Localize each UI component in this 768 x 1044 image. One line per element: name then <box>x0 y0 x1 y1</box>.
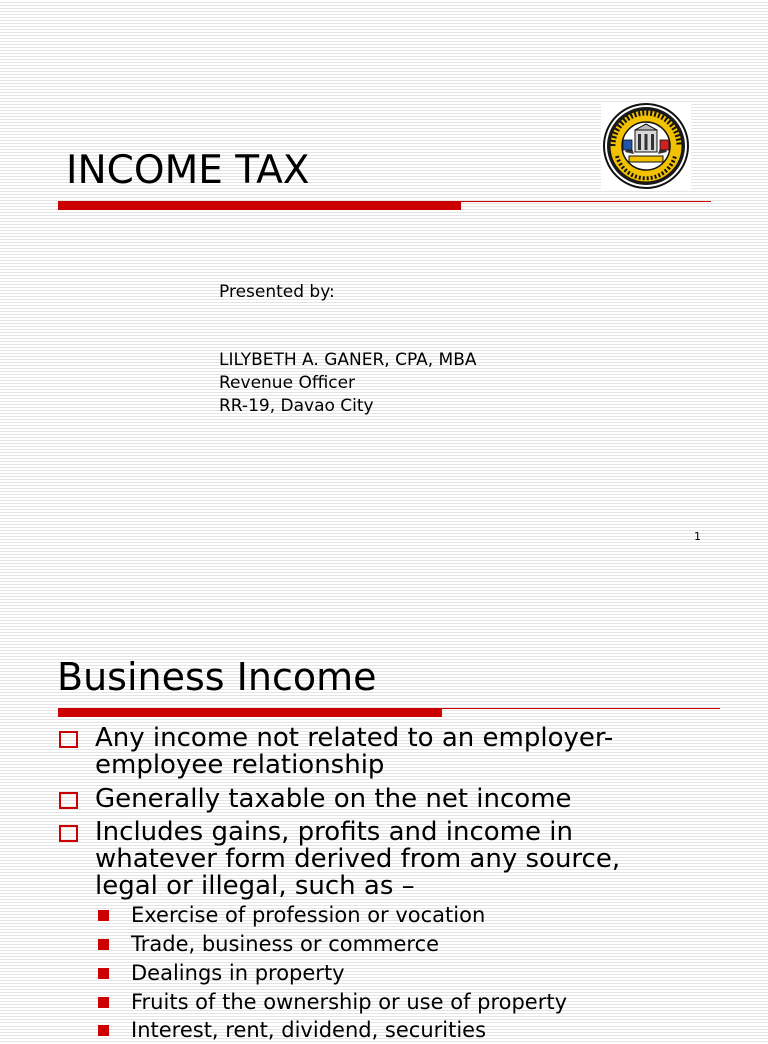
presenter-role: Revenue Officer <box>219 373 356 393</box>
bullet-item: Includes gains, profits and income in whatever form derived from any source, legal or illegal, such as – <box>95 819 680 900</box>
sub-bullet-item: Dealings in property <box>131 961 345 985</box>
slide-title: INCOME TAX <box>66 148 310 193</box>
bullet-item: Generally taxable on the net income <box>95 786 715 813</box>
presenter-office: RR-19, Davao City <box>219 396 374 416</box>
bir-seal-icon <box>601 102 691 190</box>
sub-bullet-item: Exercise of profession or vocation <box>131 903 486 927</box>
title-underline-bar <box>58 201 461 210</box>
slide-title: Business Income <box>57 655 377 699</box>
business-income-slide <box>0 610 768 1042</box>
sub-bullet-item: Interest, rent, dividend, securities <box>131 1018 487 1042</box>
bullet-item: Any income not related to an employer-employee relationship <box>95 725 675 779</box>
title-underline-rule <box>461 201 711 202</box>
title-underline-rule <box>442 708 720 709</box>
sub-bullet-item: Fruits of the ownership or use of property <box>131 990 568 1014</box>
title-underline-bar <box>58 708 442 717</box>
presented-by-label: Presented by: <box>219 282 335 302</box>
presenter-name: LILYBETH A. GANER, CPA, MBA <box>219 350 477 370</box>
page-number: 1 <box>694 530 701 543</box>
sub-bullet-item: Trade, business or commerce <box>131 932 440 956</box>
